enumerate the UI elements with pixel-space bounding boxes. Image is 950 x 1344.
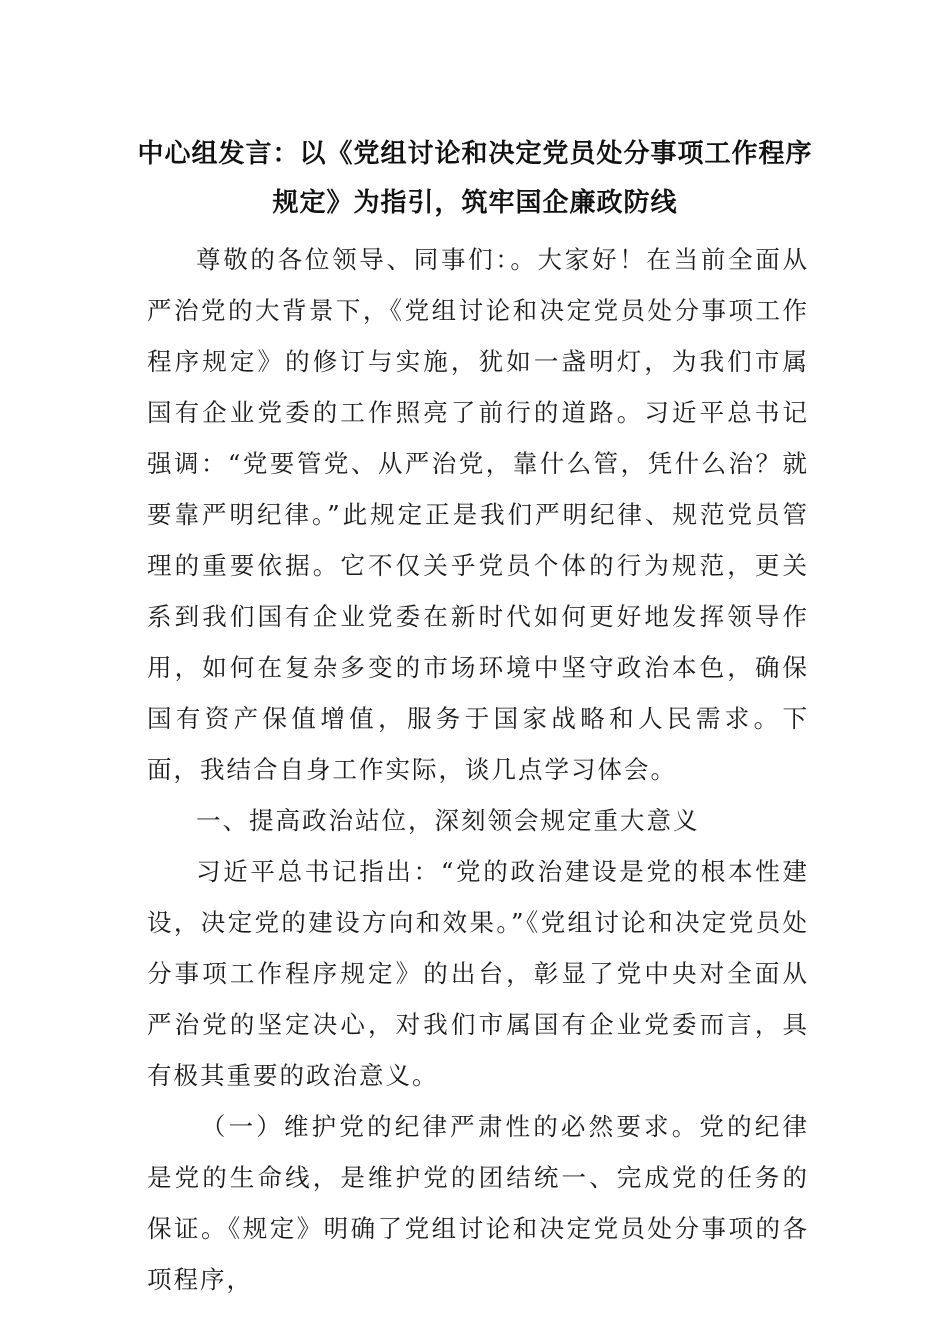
document-title-line-2: 规定》为指引，筑牢国企廉政防线: [272, 188, 678, 218]
paragraph-subsection-1: （一）维护党的纪律严肃性的必然要求。党的纪律是党的生命线，是维护党的团结统一、完成党的任务的保证。《规定》明确了党组讨论和决定党员处分事项的各项程序，: [147, 1112, 809, 1294]
paragraph-opening: 尊敬的各位领导、同事们：。大家好！在当前全面从严治党的大背景下，《党组讨论和决定党员处分事项工作程序规定》的修订与实施，犹如一盏明灯，为我们市属国有企业党委的工作照亮了前行的道路。习近平总书记强调：“党要管党、从严治党，靠什么管，凭什么治？就要靠严明纪律。”此规定正是我们严明纪律、规范党员管理的重要依据。它不仅关乎党员个体的行为规范，更关系到我们国有企业党委在新时代如何更好地发挥领导作用，如何在复杂多变的市场环境中坚守政治本色，确保国有资产保值增值，服务于国家战略和人民需求。下面，我结合自身工作实际，谈几点学习体会。: [147, 245, 809, 784]
paragraph-section-1: 习近平总书记指出：“党的政治建设是党的根本性建设，决定党的建设方向和效果。”《党组讨论和决定党员处分事项工作程序规定》的出台，彰显了党中央对全面从严治党的坚定决心，对我们市属国有企业党委而言，具有极其重要的政治意义。: [147, 857, 809, 1090]
document-title-line-1: 中心组发言：以《党组讨论和决定党员处分事项工作程序: [137, 139, 813, 169]
document-body: [147, 234, 809, 1305]
section-heading-1: 一、提高政治站位，深刻领会规定重大意义: [196, 806, 700, 835]
